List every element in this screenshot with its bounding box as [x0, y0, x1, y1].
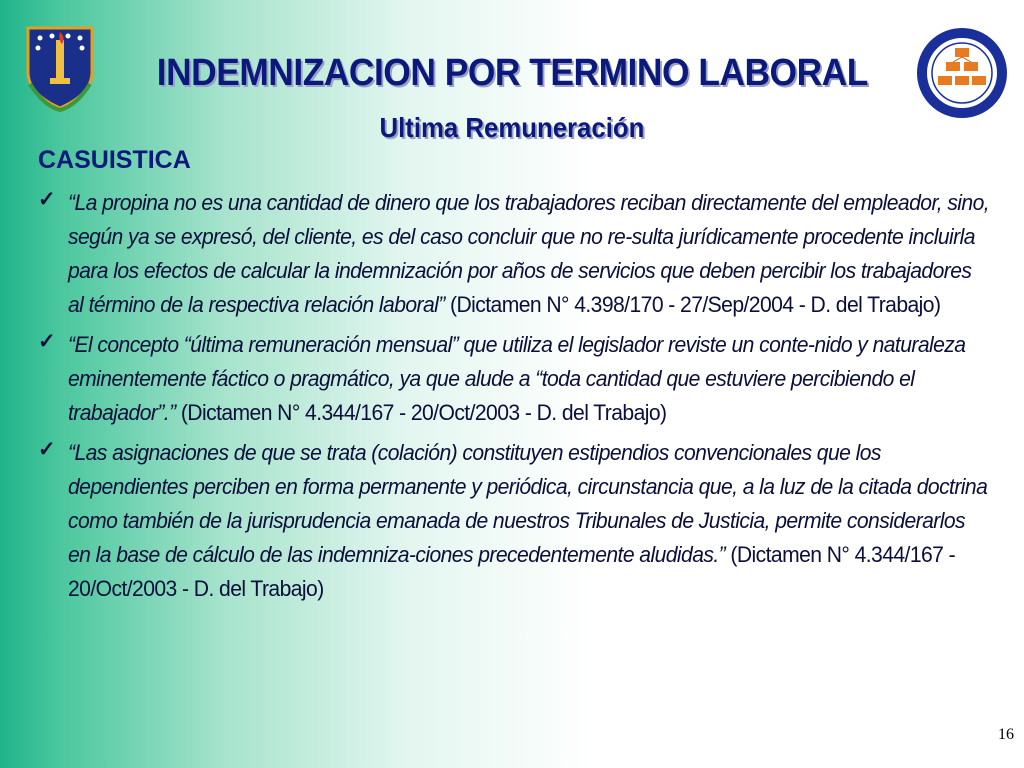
slide-subtitle: Ultima Remuneración — [379, 112, 645, 143]
list-item — [38, 436, 988, 606]
item-text — [68, 186, 990, 322]
list-item — [38, 186, 990, 322]
bullet-list — [38, 186, 990, 612]
checkmark-icon: ✓ — [38, 330, 56, 353]
item-quote: “El concepto “última remuneración mensual” que utiliza el legislador reviste un conte-nido y naturaleza eminentemente fáctico o pragmático, ya que alude a “toda cantidad que estuviere percibiendo el trabajador”.” — [68, 332, 966, 425]
page-number: 16 — [998, 726, 1014, 743]
item-quote: “La propina no es una cantidad de dinero que los trabajadores reciban directamente del empleador, sino, según ya se expresó, del cliente, es del caso concluir que no re-sulta jurídicamente procedente incluirla para los efectos de calcular la indemnización por años de servicios que deben percibir los trabajadores al término de la respectiva relación laboral” — [68, 190, 990, 317]
slide-title: INDEMNIZACION POR TERMINO LABORAL — [156, 52, 868, 94]
item-text — [68, 328, 990, 430]
item-quote: “Las asignaciones de que se trata (colación) constituyen estipendios convencionales que los dependientes perciben en forma permanente y periódica, circunstancia que, a la luz de la citada doctrina como también de la jurisprudencia emanada de nuestros Tribunales de Justicia, permite considerarlos en la base de cálculo de las indemniza-ciones precedentemente aludidas.” — [68, 440, 988, 567]
item-citation: (Dictamen N° 4.344/167 - 20/Oct/2003 - D. del Trabajo) — [175, 400, 667, 425]
section-heading: CASUISTICA — [38, 146, 191, 174]
checkmark-icon: ✓ — [38, 438, 56, 461]
checkmark-icon: ✓ — [38, 188, 56, 211]
list-item — [38, 328, 968, 430]
item-text — [68, 436, 990, 606]
item-citation: (Dictamen N° 4.344/167 - 20/Oct/2003 - D. del Trabajo) — [68, 542, 956, 601]
item-citation: (Dictamen N° 4.398/170 - 27/Sep/2004 - D. del Trabajo) — [444, 292, 941, 317]
